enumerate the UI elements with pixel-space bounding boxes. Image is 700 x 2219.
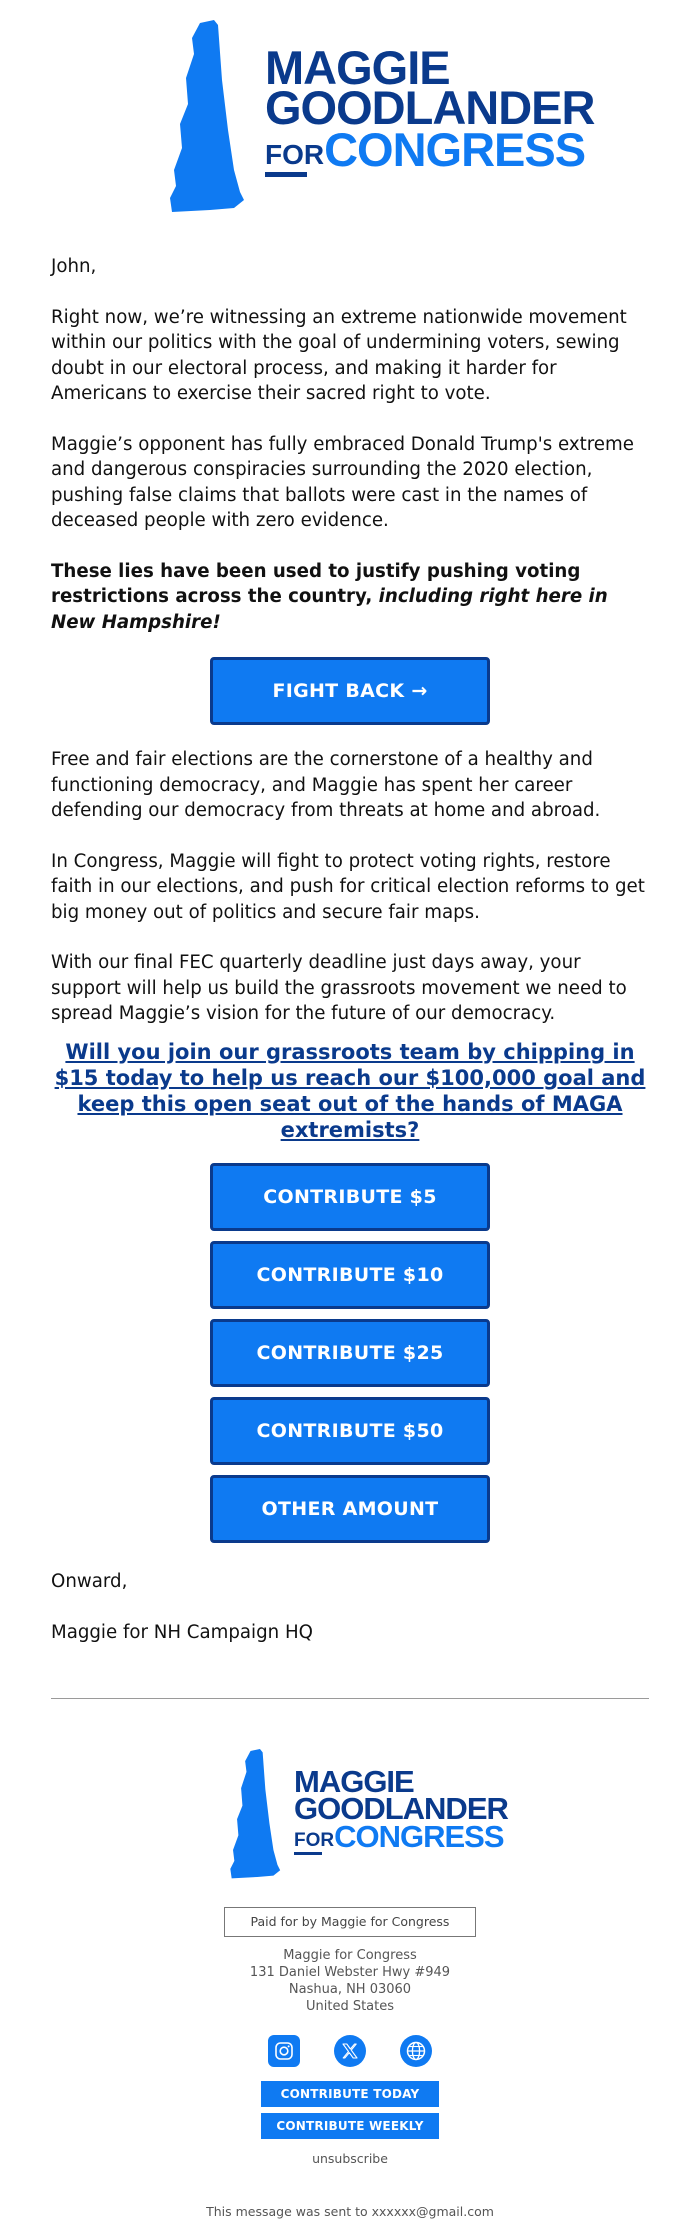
address-line-3: Nashua, NH 03060 [288, 1981, 412, 1997]
paragraph-1: Right now, we’re witnessing an extreme nationwide movement within our politics with the goal of undermining voters, sewing doubt in our electoral process, and making it harder for Americans to exercise their sacred right to vote. [51, 306, 627, 404]
contribute-50-button[interactable]: CONTRIBUTE $50 [210, 1397, 490, 1465]
logo-underline [265, 172, 307, 177]
email-body [0, 254, 700, 635]
signoff: Onward, [51, 1570, 128, 1592]
email-body-2 [0, 747, 700, 1027]
paragraph-3-italic: including right here in New Hampshire! [51, 586, 608, 633]
paragraph-3 [51, 559, 649, 636]
donation-ask-link[interactable]: Will you join our grassroots team by chipping in $15 today to help us reach our $100,000 goal and keep this open seat out of the hands of MAGA extremists? [54, 1039, 646, 1142]
logo-for: FOR [265, 139, 325, 170]
website-link[interactable] [400, 2035, 432, 2067]
instagram-icon [274, 2041, 294, 2061]
new-hampshire-shape-icon [170, 20, 270, 210]
address-line-1: Maggie for Congress [283, 1947, 417, 1963]
email-signoff [0, 1569, 700, 1646]
other-amount-button[interactable]: OTHER AMOUNT [210, 1475, 490, 1543]
paragraph-4: Free and fair elections are the cornerstone of a healthy and functioning democracy, and Maggie has spent her career defending our democracy from threats at home and abroad. [51, 749, 601, 821]
fight-back-button[interactable]: FIGHT BACK → [210, 657, 490, 725]
footer-logo-underline [294, 1852, 322, 1855]
footer-logo-line-goodlander: GOODLANDER [294, 1790, 508, 1826]
footer-logo-line-for-congress [294, 1818, 504, 1854]
logo-congress: CONGRESS [324, 123, 586, 176]
instagram-link[interactable] [268, 2035, 300, 2067]
logo-line-for-congress [265, 123, 586, 176]
footer-logo-for: FOR [294, 1829, 335, 1851]
address-line-4: United States [305, 1998, 395, 2014]
paragraph-6: With our final FEC quarterly deadline just days away, your support will help us build the grassroots movement we need to spread Maggie’s vision for the future of our democracy. [51, 952, 627, 1024]
address-line-2: 131 Daniel Webster Hwy #949 [249, 1964, 451, 1980]
contribute-25-button[interactable]: CONTRIBUTE $25 [210, 1319, 490, 1387]
paragraph-2: Maggie’s opponent has fully embraced Donald Trump's extreme and dangerous conspiracies surrounding the 2020 election, pushing false claims that ballots were cast in the names of deceased people with zero evidence. [51, 433, 634, 531]
sent-to-notice: This message was sent to xxxxxx@gmail.com [206, 2203, 494, 2219]
social-links [0, 2035, 700, 2067]
mailing-address [0, 1947, 700, 2015]
new-hampshire-shape-icon [230, 1749, 298, 1877]
globe-icon [405, 2040, 427, 2062]
email-container [0, 20, 700, 2219]
contribute-today-button[interactable]: CONTRIBUTE TODAY [261, 2081, 439, 2107]
footer-logo [230, 1749, 508, 1879]
contribute-buttons [0, 1163, 700, 1543]
footer-logo-congress: CONGRESS [334, 1818, 504, 1854]
paragraph-3-bold: These lies have been used to justify pushing voting restrictions across the country, [51, 560, 581, 607]
logo-line-maggie: MAGGIE [265, 41, 450, 94]
paid-for-disclaimer: Paid for by Maggie for Congress [224, 1907, 476, 1937]
x-icon [341, 2042, 359, 2060]
greeting: John, [51, 256, 97, 277]
unsubscribe-link[interactable]: unsubscribe [312, 2150, 388, 2166]
footer-logo-line-maggie: MAGGIE [294, 1763, 414, 1799]
contribute-10-button[interactable]: CONTRIBUTE $10 [210, 1241, 490, 1309]
footer-divider [51, 1698, 649, 1699]
logo-line-goodlander: GOODLANDER [265, 81, 595, 134]
x-link[interactable] [334, 2035, 366, 2067]
contribute-5-button[interactable]: CONTRIBUTE $5 [210, 1163, 490, 1231]
signature: Maggie for NH Campaign HQ [51, 1622, 313, 1643]
header-logo [170, 20, 595, 210]
contribute-weekly-button[interactable]: CONTRIBUTE WEEKLY [261, 2113, 439, 2139]
paragraph-5: In Congress, Maggie will fight to protect voting rights, restore faith in our elections, and push for critical election reforms to get big money out of politics and secure fair maps. [51, 850, 645, 923]
